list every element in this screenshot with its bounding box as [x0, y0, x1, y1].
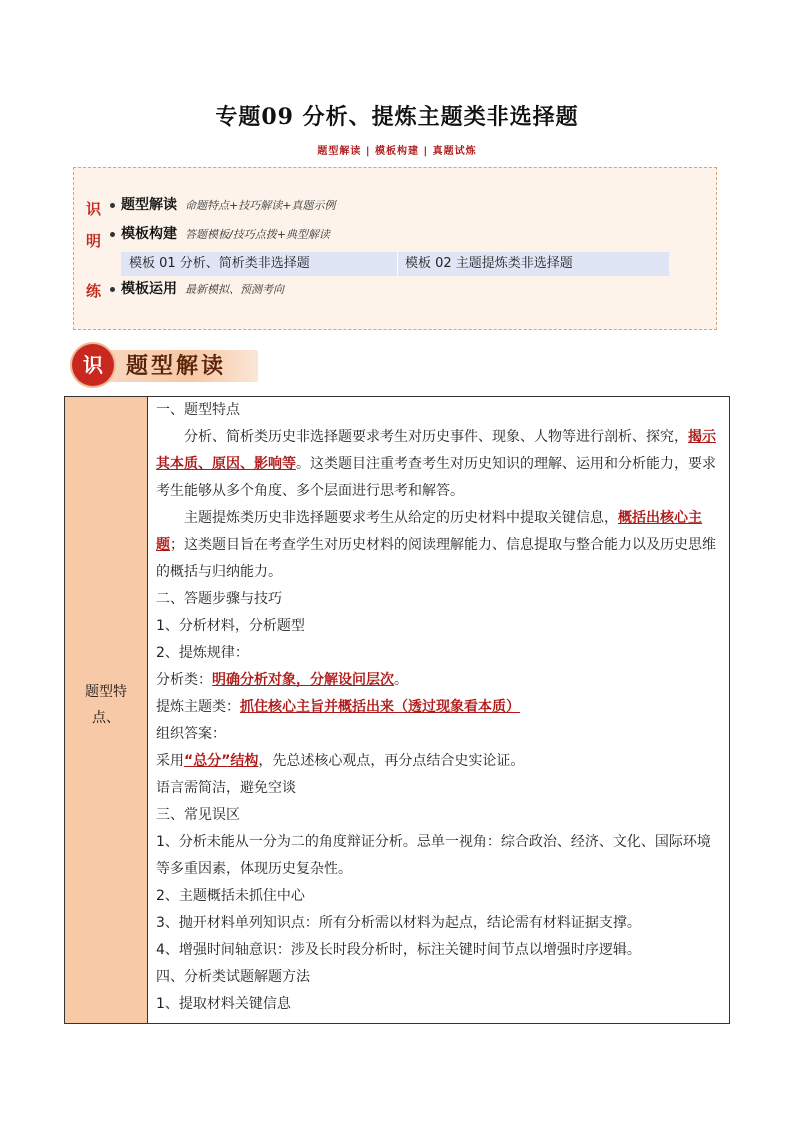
side-char-1: 识	[86, 200, 102, 218]
highlight-text: 概括出核心主题	[156, 510, 702, 553]
section-title: 题型解读	[126, 353, 227, 379]
table-content-cell	[156, 397, 724, 1018]
text: ，先总述核心观点，再分点结合史实论证。	[258, 753, 525, 769]
method-1: 1、提取材料关键信息	[156, 996, 291, 1012]
text: 。	[394, 672, 408, 688]
toc-item-desc: 最新模拟、预测考向	[185, 283, 284, 296]
paragraph-1	[156, 424, 724, 505]
text: 提炼主题类：	[156, 699, 240, 715]
toc-item-1	[110, 194, 335, 214]
toc-box	[73, 167, 717, 330]
mistake-2: 2、主题概括未抓住中心	[156, 888, 305, 904]
bullet-icon	[110, 232, 115, 237]
template-link-2[interactable]: 模板 02 主题提炼类非选择题	[405, 256, 573, 271]
table-label-line-2: 点、	[92, 710, 120, 726]
toc-item-label: 模板构建	[121, 226, 177, 242]
template-bar	[121, 252, 669, 276]
table-label-cell	[65, 397, 148, 1023]
heading-1: 一、题型特点	[156, 402, 240, 418]
template-divider	[397, 252, 398, 276]
bullet-icon	[110, 203, 115, 208]
mistake-3: 3、抛开材料单列知识点：所有分析需以材料为起点，结论需有材料证据支撑。	[156, 915, 641, 931]
highlight-text: 明确分析对象，分解设问层次	[212, 672, 394, 688]
text: 。这类题目注重考查考生对历史知识的理解、运用和分析能力，要求考生能够从多个角度、多个层面进行思考和解答。	[156, 456, 716, 499]
toc-item-label: 题型解读	[121, 197, 177, 213]
toc-item-2	[110, 223, 330, 243]
toc-item-desc: 命题特点+技巧解读+真题示例	[185, 199, 336, 212]
page-subtitle: 题型解读 | 模板构建 | 真题试炼	[317, 146, 477, 157]
highlight-text: “总分”结构	[184, 753, 259, 769]
heading-3: 三、常见误区	[156, 807, 240, 823]
mistake-4: 4、增强时间轴意识：涉及长时段分析时，标注关键时间节点以增强时序逻辑。	[156, 942, 641, 958]
step-5: 组织答案：	[156, 726, 226, 742]
side-char-3: 练	[86, 282, 102, 300]
step-6	[156, 748, 724, 775]
section-header	[72, 344, 258, 386]
highlight-text: 抓住核心主旨并概括出来（透过现象看本质）	[240, 699, 520, 715]
step-7: 语言需简洁，避免空谈	[156, 780, 296, 796]
text: 分析类：	[156, 672, 212, 688]
toc-item-desc: 答题模板/技巧点拨+典型解读	[185, 228, 330, 241]
text: 采用	[156, 753, 184, 769]
table-label	[65, 679, 147, 731]
side-char-2: 明	[86, 232, 102, 250]
content-table	[64, 396, 730, 1024]
template-link-1[interactable]: 模板 01 分析、简析类非选择题	[129, 256, 310, 271]
section-badge-icon: 识	[72, 344, 114, 386]
step-2: 2、提炼规律：	[156, 645, 249, 661]
step-4	[156, 694, 724, 721]
table-label-line-1: 题型特	[85, 684, 127, 700]
bullet-icon	[110, 287, 115, 292]
page-title: 专题09 分析、提炼主题类非选择题	[215, 104, 579, 130]
highlight-text: 揭示其本质、原因、影响等	[156, 429, 716, 472]
mistake-1: 1、分析未能从一分为二的角度辩证分析。忌单一视角：综合政治、经济、文化、国际环境等多重因素，体现历史复杂性。	[156, 834, 711, 877]
toc-item-3	[110, 278, 284, 298]
text: ；这类题目旨在考查学生对历史材料的阅读理解能力、信息提取与整合能力以及历史思维的概括与归纳能力。	[156, 537, 716, 580]
step-3	[156, 667, 724, 694]
paragraph-2	[156, 505, 724, 586]
heading-4: 四、分析类试题解题方法	[156, 969, 310, 985]
step-1: 1、分析材料，分析题型	[156, 618, 305, 634]
toc-item-label: 模板运用	[121, 281, 177, 297]
text: 主题提炼类历史非选择题要求考生从给定的历史材料中提取关键信息，	[184, 510, 618, 526]
heading-2: 二、答题步骤与技巧	[156, 591, 282, 607]
text: 分析、简析类历史非选择题要求考生对历史事件、现象、人物等进行剖析、探究，	[184, 429, 688, 445]
